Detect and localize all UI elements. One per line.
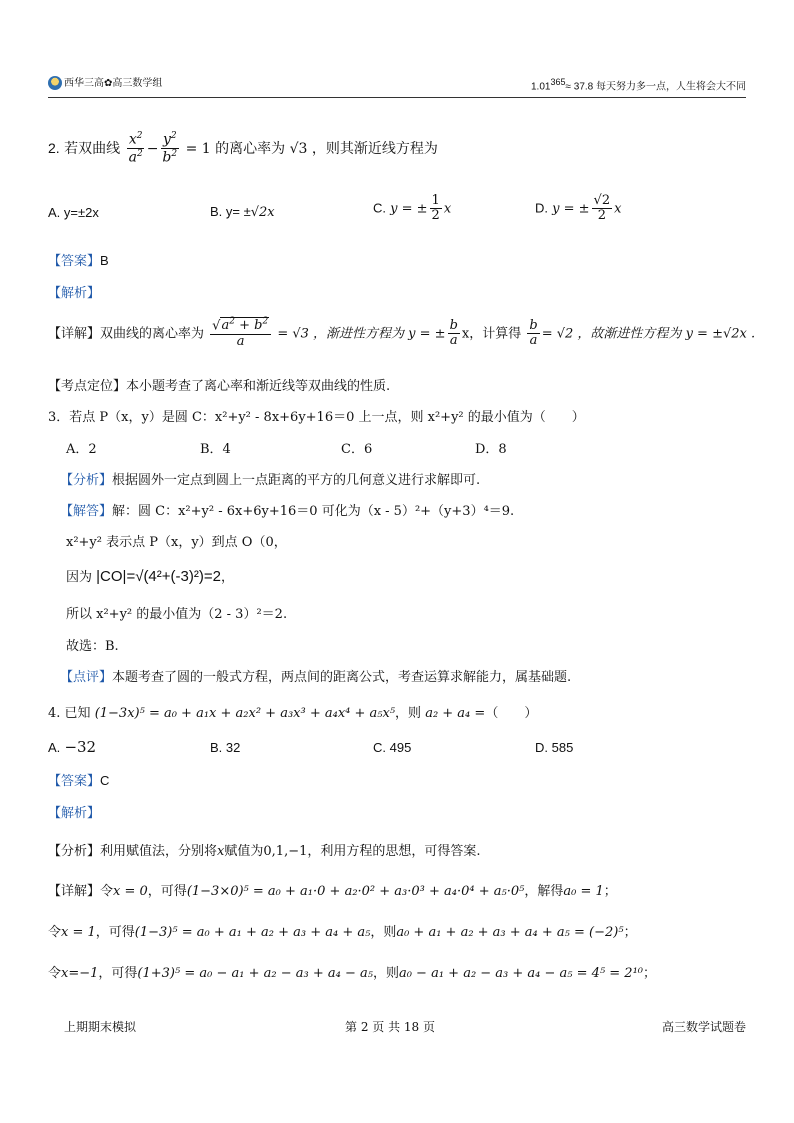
q2-frac-x: $\frac{x^2}{a^2}$ (128, 131, 143, 166)
footer-page-number: 第 2 页 共 18 页 (345, 1020, 435, 1034)
q3-line3: 因为 |CO|=√(4²+(-3)²)=2， (66, 568, 234, 585)
q3-stem: 3．若点 P（x，y）是圆 C：x²+y² - 8x+6y+16＝0 上一点，则 x²+y² 的最小值为（ ） (48, 410, 585, 425)
header-right: 1.01365≈ 37.8 每天努力多一点，人生将会大不同 (530, 77, 746, 93)
q3-line2: x²+y² 表示点 P（x，y）到点 O（0， (66, 535, 287, 550)
q3-option-b: B．4 (200, 442, 231, 457)
school-logo-icon (48, 76, 62, 90)
q4-detail-line3: 令x=−1，可得(1+3)⁵ = a₀ − a₁ + a₂ − a₃ + a₄ − a₅，则a₀ − a₁ + a₂ − a₃ + a₄ − a₅ = 4⁵ = 2¹⁰； (48, 966, 657, 981)
q2-detail-frac-e: $\frac{√a^2 + b^2}{a}$ (210, 318, 271, 350)
q2-frac-y: $\frac{y^2}{b^2}$ (162, 131, 178, 166)
q3-option-c: C．6 (341, 442, 373, 457)
q2-option-a: A. y=±2x (48, 205, 99, 220)
q4-detail-line2: 令x = 1，可得(1−3)⁵ = a₀ + a₁ + a₂ + a₃ + a₄ + a₅，则a₀ + a₁ + a₂ + a₃ + a₄ + a₅ = (−2)⁵； (48, 925, 637, 940)
q2-option-c: C. y = ± $\frac{1}{2}$ x (373, 193, 452, 224)
q4-option-c: C. 495 (373, 740, 412, 755)
q4-fenxi: 【分析】利用赋值法，分别将x赋值为0,1,−1，利用方程的思想，可得答案. (48, 844, 481, 859)
q2-answer: 【答案】B (48, 253, 109, 269)
q3-line5: 故选：B. (66, 639, 119, 654)
q3-option-d: D．8 (475, 442, 507, 457)
q2-option-b: B. y= ±√2x (210, 204, 275, 220)
header-rule (48, 97, 746, 98)
q3-option-a: A．2 (66, 442, 97, 457)
q4-option-b: B. 32 (210, 740, 241, 755)
q2-detail-frac-ba1: $\frac{b}{a}$ (449, 317, 458, 348)
q2-stem: 2. 若双曲线 $\frac{x^2}{a^2}$ − $\frac{y^2}{b^2}$ = 1 的离心率为 √3 ，则其渐近线方程为 (48, 131, 438, 166)
q2-analysis-tag: 【解析】 (48, 286, 101, 301)
q2-frac-sqrt2-half: $\frac{√2}{2}$ (593, 193, 611, 224)
q4-answer: 【答案】C (48, 773, 110, 789)
q4-analysis-tag: 【解析】 (48, 806, 101, 821)
q2-detail-frac-ba2: $\frac{b}{a}$ (529, 317, 538, 348)
q4-option-a: A. −32 (48, 738, 97, 756)
footer-right: 高三数学试题卷 (661, 1020, 746, 1034)
q3-line4: 所以 x²+y² 的最小值为（2 - 3）²＝2. (66, 607, 288, 622)
q2-option-d: D. y = ± $\frac{√2}{2}$ x (535, 193, 622, 224)
q2-point: 【考点定位】本小题考查了离心率和渐近线等双曲线的性质. (48, 379, 391, 394)
q4-detail-line1: 【详解】令x = 0，可得(1−3×0)⁵ = a₀ + a₁·0 + a₂·0² + a₃·0³ + a₄·0⁴ + a₅·0⁵，解得a₀ = 1； (48, 884, 617, 899)
q2-detail: 【详解】双曲线的离心率为 $\frac{√a^2 + b^2}{a}$ = √3 ，渐进性方程为 y = ± $\frac{b}{a}$ x，计算得 $\frac{b}{a}$ = √2 ，故渐进性方程为 y = ±√2x . (48, 317, 756, 349)
q3-solve: 【解答】解：圆 C：x²+y² - 6x+6y+16＝0 可化为（x - 5）²+（y+3）⁴＝9. (60, 504, 515, 519)
q3-comment: 【点评】本题考查了圆的一般式方程，两点间的距离公式，考查运算求解能力，属基础题. (60, 670, 572, 685)
q3-analysis: 【分析】根据圆外一定点到圆上一点距离的平方的几何意义进行求解即可. (60, 473, 481, 488)
q4-option-d: D. 585 (535, 740, 574, 755)
q2-frac-half: $\frac{1}{2}$ (431, 193, 440, 224)
q4-stem: 4. 已知 (1−3x)⁵ = a₀ + a₁x + a₂x² + a₃x³ + a₄x⁴ + a₅x⁵，则 a₂ + a₄ =（ ） (48, 706, 538, 721)
footer-left: 上期期末模拟 (64, 1020, 137, 1034)
header-left: 西华三高✿高三数学组 (48, 74, 162, 90)
